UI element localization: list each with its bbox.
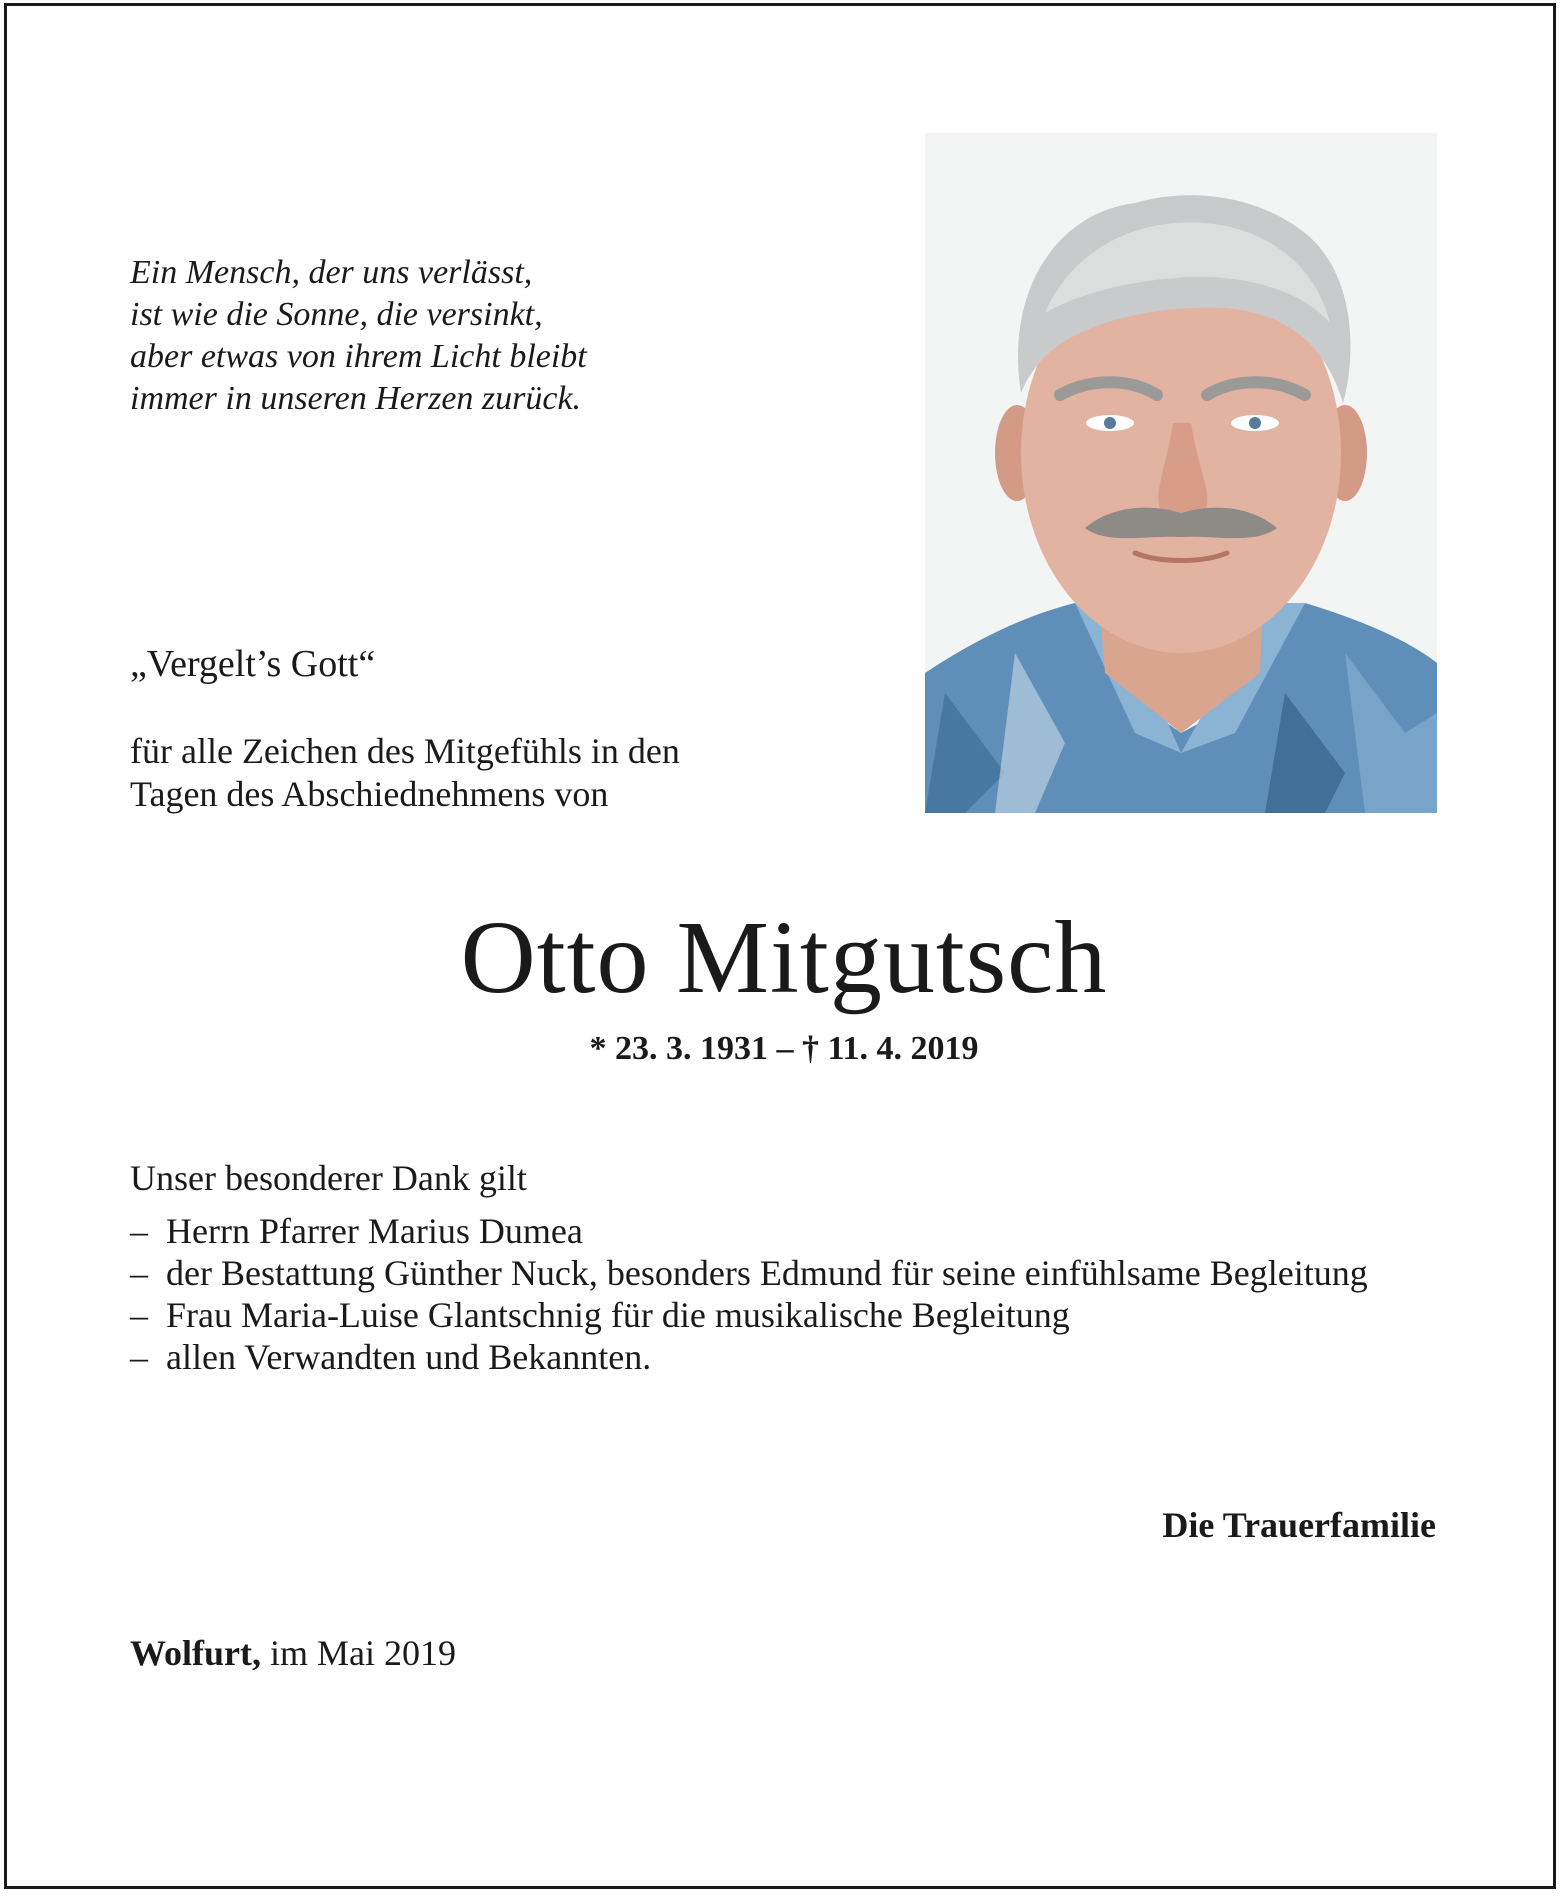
list-dash: – [130,1211,148,1251]
deceased-name: Otto Mitgutsch [460,900,1108,1015]
intro-line: für alle Zeichen des Mitgefühls in den [130,731,680,771]
place-town: Wolfurt, [130,1633,261,1673]
list-item [130,1210,1440,1252]
vergelts-gott-heading: „Vergelt’s Gott“ [130,643,376,685]
life-dates: * 23. 3. 1931 – † 11. 4. 2019 [589,1030,979,1067]
list-dash: – [130,1337,148,1377]
place-date-text: im Mai 2019 [270,1633,456,1673]
list-dash: – [130,1253,148,1293]
list-item-text: allen Verwandten und Bekannten. [166,1337,652,1377]
poem-line: Ein Mensch, der uns verlässt, [130,254,533,291]
poem-line: immer in unseren Herzen zurück. [130,380,582,417]
poem-line: ist wie die Sonne, die versinkt, [130,296,543,333]
list-item [130,1252,1440,1294]
list-dash: – [130,1295,148,1335]
signature: Die Trauerfamilie [1162,1505,1436,1545]
place-date [130,1632,456,1674]
list-item-text: Frau Maria-Luise Glantschnig für die musikalische Begleitung [166,1295,1070,1335]
poem [130,252,770,420]
list-item-text: Herrn Pfarrer Marius Dumea [166,1211,583,1251]
thanks-heading: Unser besonderer Dank gilt [130,1158,527,1198]
list-item [130,1336,1440,1378]
intro-text [130,730,830,816]
list-item-text: der Bestattung Günther Nuck, besonders Edmund für seine einfühlsame Begleitung [166,1253,1368,1293]
poem-line: aber etwas von ihrem Licht bleibt [130,338,587,375]
portrait-photo [925,133,1437,813]
thanks-list [130,1210,1440,1378]
list-item [130,1294,1440,1336]
intro-line: Tagen des Abschiednehmens von [130,774,609,814]
